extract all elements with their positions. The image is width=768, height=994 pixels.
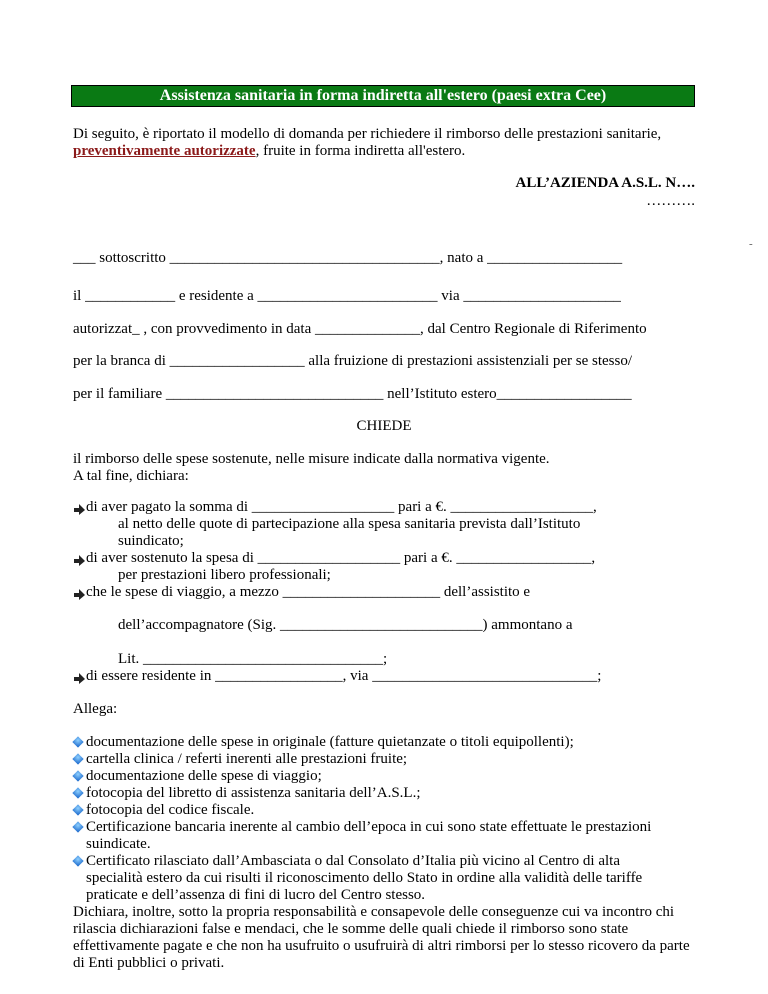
allega-item-6-text: Certificazione bancaria inerente al cambio dell’epoca in cui sono state effettuate le prestazioni [86,819,652,835]
dichiara-item-4-text: di essere residente in _________________, via ______________________________; [86,668,602,684]
diamond-bullet-icon [72,753,83,764]
allega-title: Allega: [73,701,118,717]
arrow-bullet-icon [73,671,86,684]
allega-item-3-text: documentazione delle spese di viaggio; [86,768,322,784]
intro-emphasis: preventivamente autorizzate [73,143,256,159]
dichiara-item-3-text: che le spese di viaggio, a mezzo _____________________ dell’assistito e [86,584,531,600]
diamond-bullet-icon [72,804,83,815]
dichiara-item-1-line-2: al netto delle quote di partecipazione alla spesa sanitaria prevista dall’Istituto [118,516,581,532]
allega-item-1-text: documentazione delle spese in originale (fatture quietanzate o titoli equipollenti); [86,734,574,750]
arrow-bullet-icon [73,587,86,600]
dichiara-item-2-text: di aver sostenuto la spesa di ___________________ pari a €. __________________, [86,550,596,566]
arrow-bullet-icon [73,553,86,566]
rimborso-line-1: il rimborso delle spese sostenute, nelle misure indicate dalla normativa vigente. [73,451,550,467]
intro-paragraph [73,126,713,160]
form-line-3: autorizzat_ , con provvedimento in data ______________, dal Centro Regionale di Riferimento [73,321,647,337]
allega-item-7-text: Certificato rilasciato dall’Ambasciata o dal Consolato d’Italia più vicino al Centro di alta [86,853,621,869]
page-title-banner: Assistenza sanitaria in forma indiretta all'estero (paesi extra Cee) [71,85,695,107]
dichiara-item-3-line-3: Lit. ________________________________; [118,651,388,667]
dichiara-item-3-line-2: dell’accompagnatore (Sig. ___________________________) ammontano a [118,617,573,633]
addressee: ALL’AZIENDA A.S.L. N…. [515,175,695,191]
allega-item-2-text: cartella clinica / referti inerenti alle prestazioni fruite; [86,751,408,767]
allega-item-5-text: fotocopia del codice fiscale. [86,802,255,818]
form-line-4: per la branca di __________________ alla fruizione di prestazioni assistenziali per se stesso/ [73,353,633,369]
arrow-bullet-icon [73,502,86,515]
closing-paragraph: Dichiara, inoltre, sotto la propria responsabilità e consapevole delle conseguenze cui va incontro chi rilascia dichiarazioni false e mendaci, che le somme delle quali chiede il rimborso sono state effettivamente pagate e che non ha usufruito o usufruirà di altri rimborsi per lo stesso ricovero da parte di Enti pubblici o privati. [73,904,690,971]
rimborso-line-2: A tal fine, dichiara: [73,468,189,484]
dichiara-item-2-line-2: per prestazioni libero professionali; [118,567,331,583]
stray-dash: - [749,238,753,250]
intro-text-after: , fruite in forma indiretta all'estero. [255,143,466,159]
diamond-bullet-icon [72,770,83,781]
form-line-1: ___ sottoscritto ____________________________________, nato a __________________ [73,250,623,266]
addressee-dots: ………. [646,193,695,209]
diamond-bullet-icon [72,821,83,832]
diamond-bullet-icon [72,787,83,798]
dichiara-item-1-text: di aver pagato la somma di ___________________ pari a €. ___________________, [86,499,597,515]
form-line-5: per il familiare _____________________________ nell’Istituto estero__________________ [73,386,632,402]
form-line-2: il ____________ e residente a ________________________ via _____________________ [73,288,621,304]
chiede-heading: CHIEDE [356,418,412,434]
intro-text-before: Di seguito, è riportato il modello di domanda per richiedere il rimborso delle prestazioni sanitarie, [73,126,662,142]
allega-item-7-line-3: praticate e dell’assenza di fini di lucro del Centro stesso. [86,887,426,903]
allega-item-6-line-2: suindicate. [86,836,151,852]
dichiara-item-1-line-3: suindicato; [118,533,184,549]
allega-item-7-line-2: specialità estero da cui risulti il riconoscimento dello Stato in ordine alla validità delle tariffe [86,870,643,886]
diamond-bullet-icon [72,855,83,866]
diamond-bullet-icon [72,736,83,747]
allega-item-4-text: fotocopia del libretto di assistenza sanitaria dell’A.S.L.; [86,785,421,801]
